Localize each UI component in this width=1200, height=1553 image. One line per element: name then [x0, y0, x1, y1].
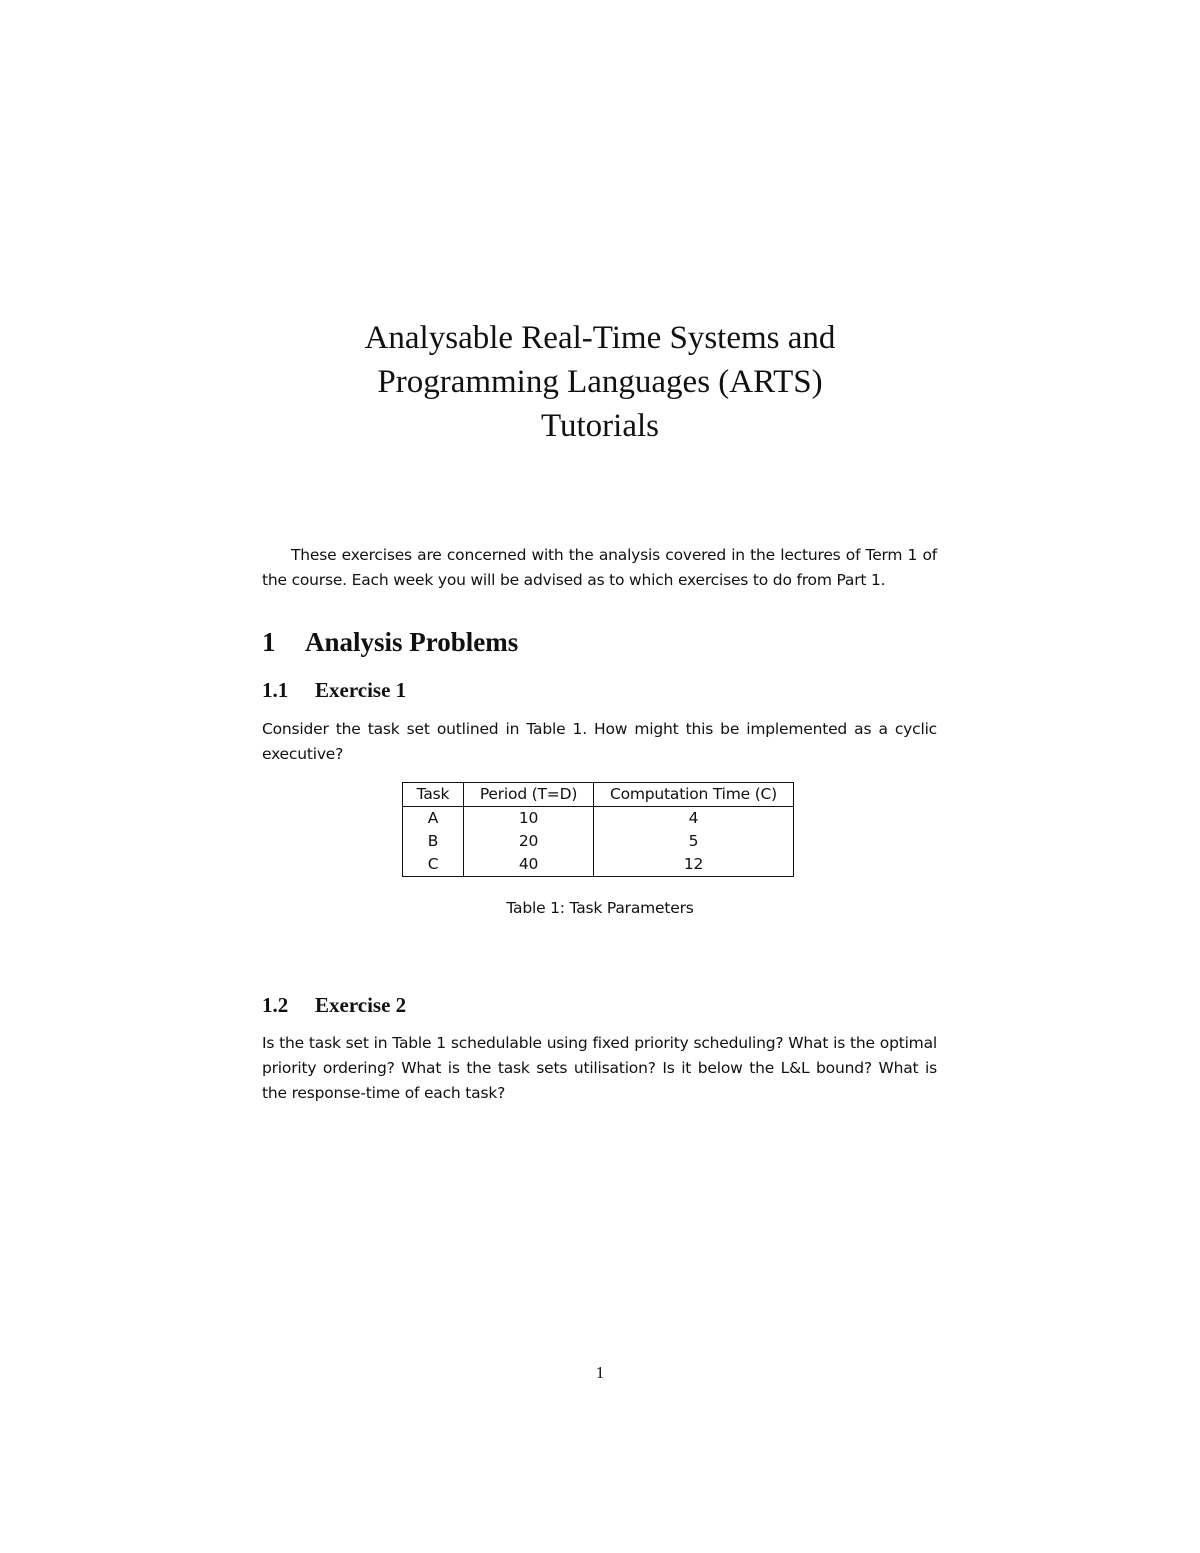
table-caption: Table 1: Task Parameters: [506, 899, 694, 917]
table-cell: 4: [594, 807, 794, 831]
subsection-title: Exercise 2: [315, 993, 407, 1017]
task-parameters-table: [402, 782, 794, 877]
table-cell: 40: [464, 853, 594, 877]
subsection-number: 1.2: [262, 993, 289, 1017]
table-row: [403, 807, 794, 831]
subsection-number: 1.1: [262, 678, 289, 702]
page-number: 1: [595, 1363, 605, 1382]
table-header-cell: Period (T=D): [464, 783, 594, 807]
section-heading-analysis-problems: [262, 624, 518, 660]
table-header-row: [403, 783, 794, 807]
exercise-2-text: Is the task set in Table 1 schedulable using fixed priority scheduling? What is the optimal priority ordering? What is the task sets utilisation? Is it below the L&L bound? What is the response-time of each task?: [262, 1034, 937, 1102]
section-number: 1: [262, 627, 276, 657]
title-line-1: Analysable Real-Time Systems and: [364, 320, 836, 356]
table-cell: C: [403, 853, 464, 877]
table-header-cell: Computation Time (C): [594, 783, 794, 807]
table-row: [403, 830, 794, 853]
subsection-title: Exercise 1: [315, 678, 407, 702]
title-line-2: Programming Languages (ARTS): [377, 364, 823, 400]
table-row: [403, 853, 794, 877]
document-title: [0, 316, 1200, 448]
subsection-heading-exercise-1: [262, 675, 406, 705]
table-cell: 10: [464, 807, 594, 831]
subsection-heading-exercise-2: [262, 990, 406, 1020]
intro-paragraph: These exercises are concerned with the analysis covered in the lectures of Term 1 of the course. Each week you will be advised as to which exercises to do from Part 1.: [262, 546, 937, 589]
table-header-cell: Task: [403, 783, 464, 807]
table-cell: A: [403, 807, 464, 831]
table-cell: B: [403, 830, 464, 853]
section-title: Analysis Problems: [305, 627, 519, 657]
title-line-3: Tutorials: [541, 408, 659, 444]
exercise-1-text: Consider the task set outlined in Table 1. How might this be implemented as a cyclic executive?: [262, 720, 937, 763]
table-cell: 12: [594, 853, 794, 877]
table-cell: 5: [594, 830, 794, 853]
table-cell: 20: [464, 830, 594, 853]
